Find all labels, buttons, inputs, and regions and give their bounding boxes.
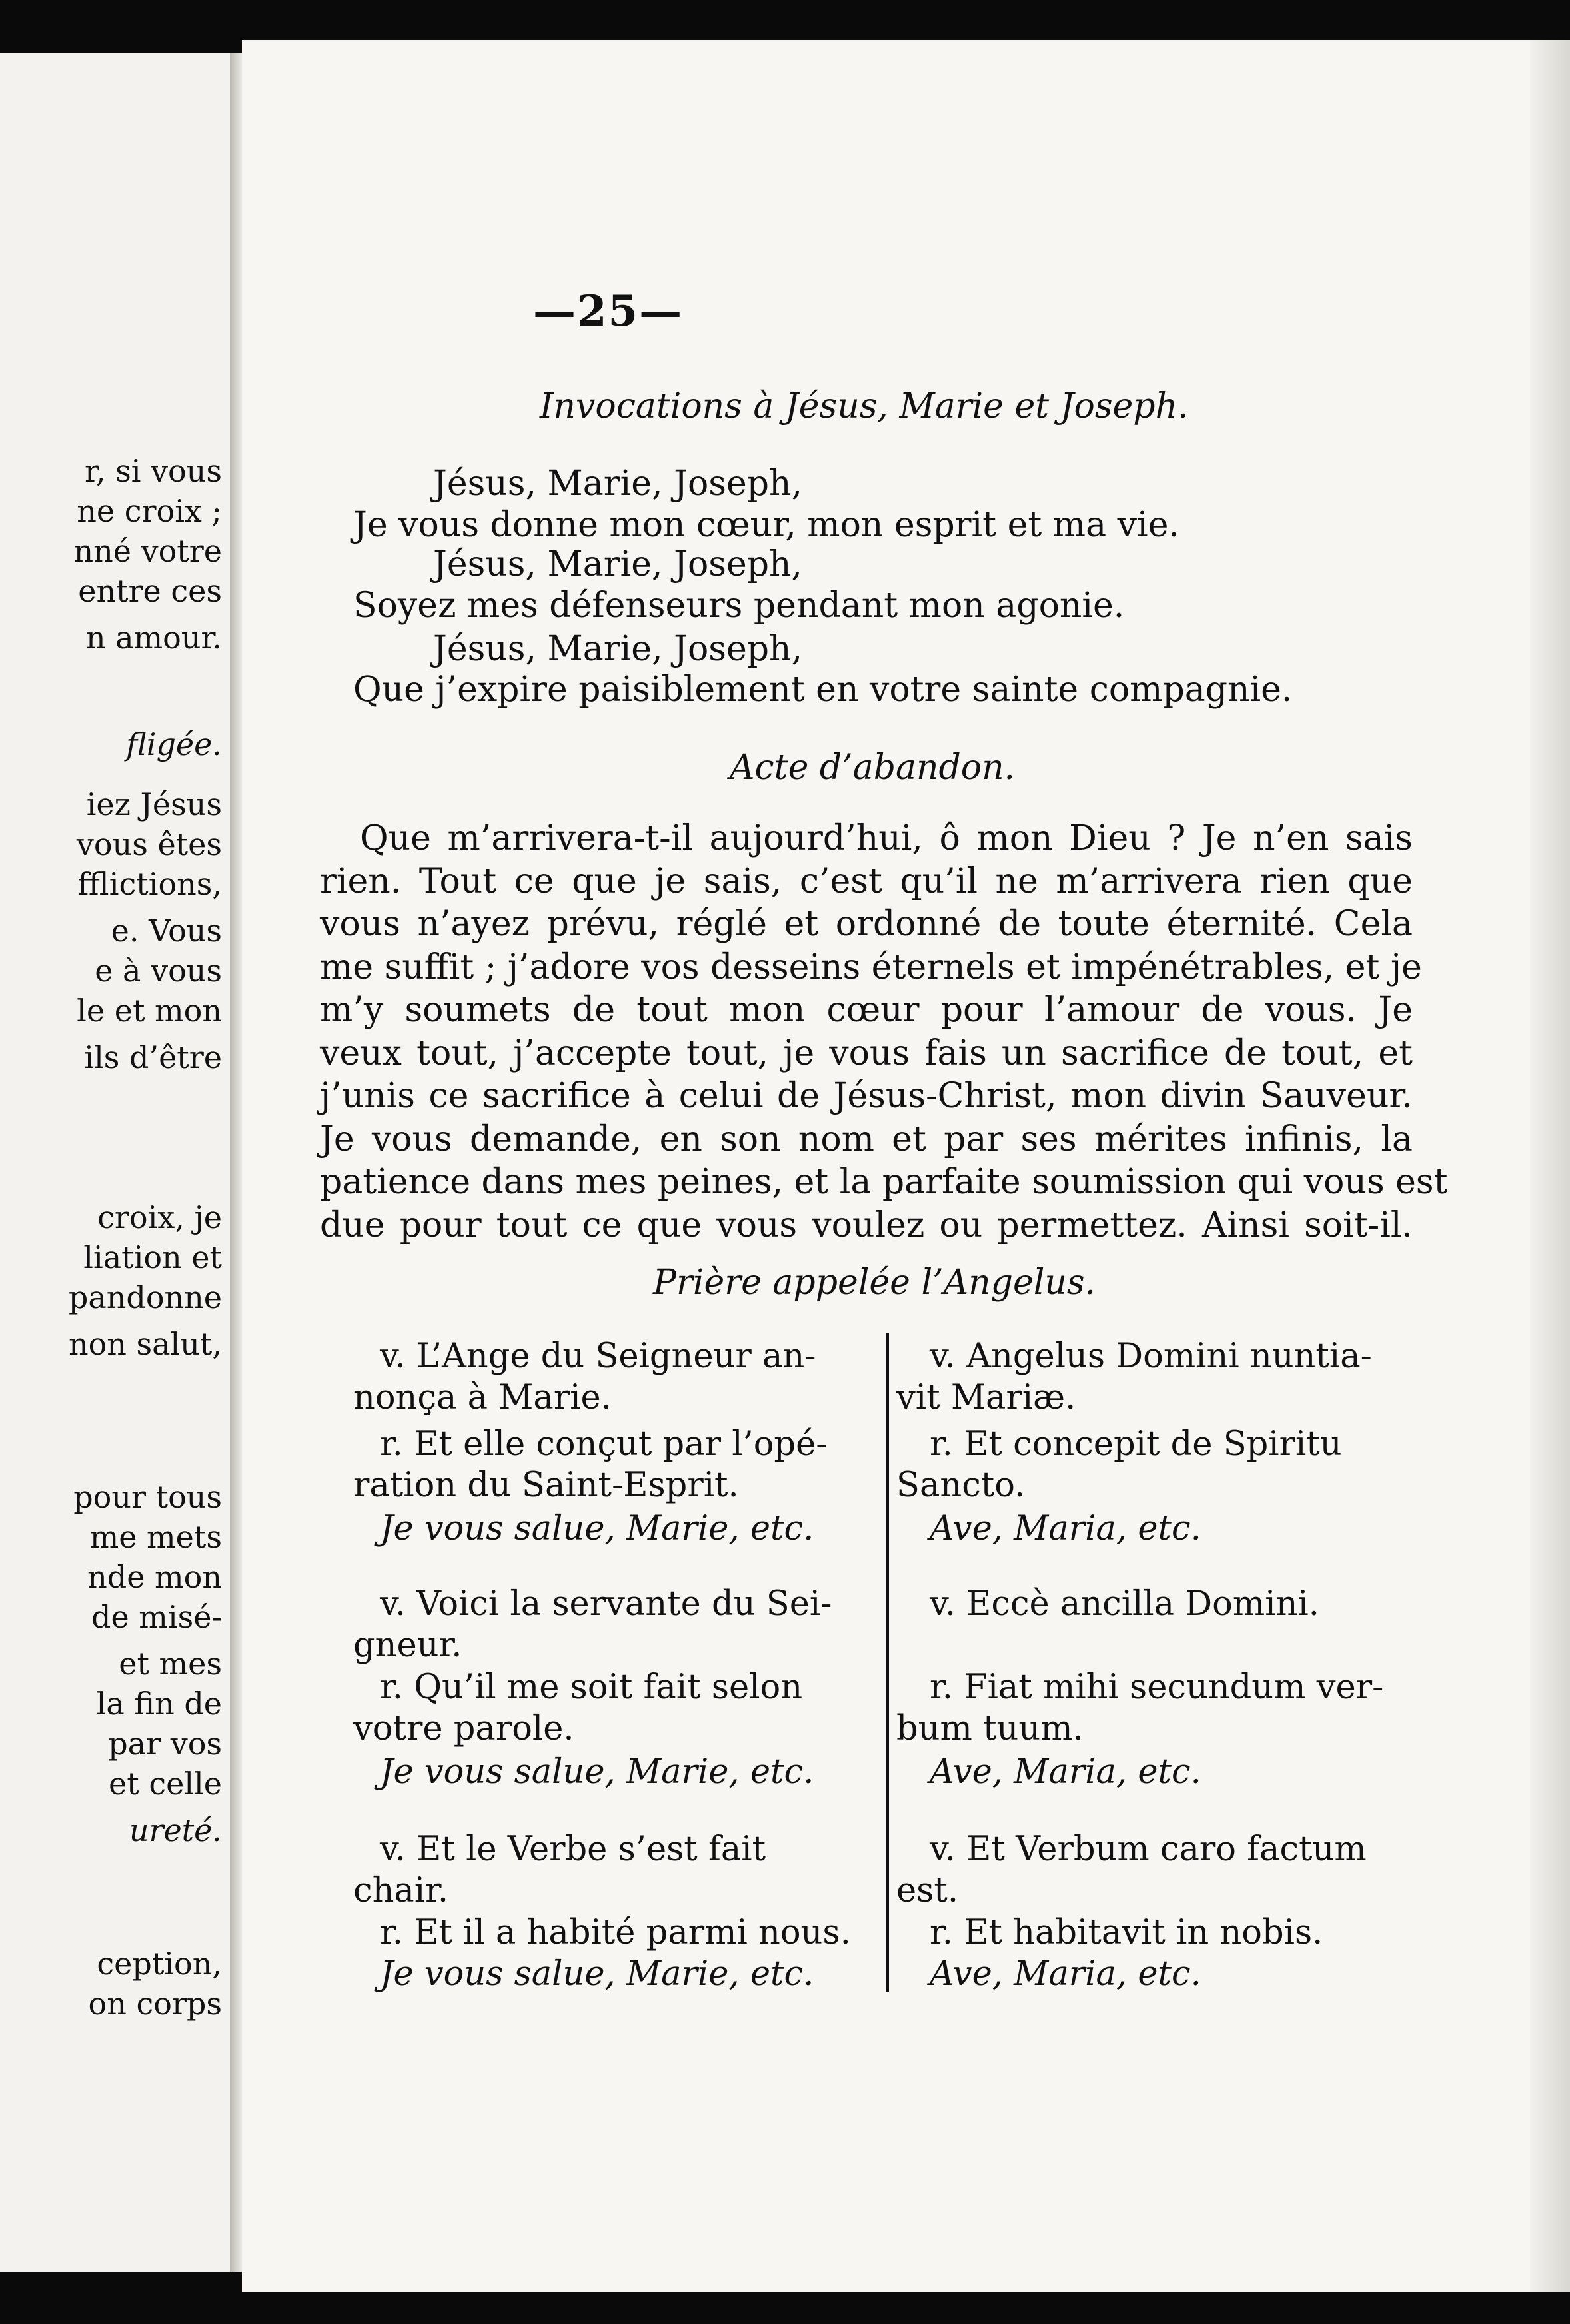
angelus-french-line: gneur. xyxy=(353,1626,462,1665)
left-page-line: vous êtes xyxy=(76,826,222,862)
angelus-french-line: v. Et le Verbe s’est fait xyxy=(380,1830,766,1869)
page-edge-shadow xyxy=(1530,40,1570,2292)
angelus-french-line: Je vous salue, Marie, etc. xyxy=(380,1509,814,1548)
left-page-line: la fin de xyxy=(96,1686,222,1722)
angelus-french-line: votre parole. xyxy=(353,1709,574,1748)
paragraph-line: veux tout, j’accepte tout, je vous fais un sacrifice de tout, et xyxy=(320,1033,1413,1073)
left-page-line: liation et xyxy=(83,1239,222,1275)
left-page-line: pandonne xyxy=(68,1279,222,1315)
angelus-french-line: chair. xyxy=(353,1871,449,1910)
left-page-line: le et mon xyxy=(77,993,222,1029)
angelus-french-line: v. Voici la servante du Sei- xyxy=(380,1584,832,1624)
left-page-line: r, si vous xyxy=(84,453,222,489)
angelus-latin-line: Ave, Maria, etc. xyxy=(930,1509,1201,1548)
invocations-title: Invocations à Jésus, Marie et Joseph. xyxy=(540,386,1189,426)
book-gutter xyxy=(230,53,242,2272)
angelus-latin-line: Sancto. xyxy=(896,1466,1026,1505)
angelus-french-line: nonça à Marie. xyxy=(353,1378,612,1417)
left-page-line: e à vous xyxy=(95,953,222,989)
poem-line: Que j’expire paisiblement en votre sainte compagnie. xyxy=(353,670,1293,710)
angelus-latin-line: bum tuum. xyxy=(896,1709,1084,1748)
angelus-french-line: Je vous salue, Marie, etc. xyxy=(380,1752,814,1792)
left-page-line: et celle xyxy=(109,1766,222,1802)
left-page-line: ception, xyxy=(97,1946,222,1982)
poem-line: Je vous donne mon cœur, mon esprit et ma vie. xyxy=(353,505,1179,545)
paragraph-line: Que m’arrivera-t-il aujourd’hui, ô mon Dieu ? Je n’en sais xyxy=(360,818,1413,858)
angelus-latin-line: vit Mariæ. xyxy=(896,1378,1076,1417)
left-page-line: ureté. xyxy=(129,1812,222,1848)
angelus-latin-line: v. Et Verbum caro factum xyxy=(930,1830,1367,1869)
left-page-line: pour tous xyxy=(73,1479,222,1515)
left-page-line: fflictions, xyxy=(77,866,222,902)
left-page-line: e. Vous xyxy=(111,913,222,949)
angelus-latin-line: Ave, Maria, etc. xyxy=(930,1752,1201,1792)
angelus-french-line: r. Qu’il me soit fait selon xyxy=(380,1668,803,1707)
angelus-latin-line: v. Eccè ancilla Domini. xyxy=(930,1584,1319,1624)
angelus-french-line: Je vous salue, Marie, etc. xyxy=(380,1954,814,1994)
angelus-latin-line: v. Angelus Domini nuntia- xyxy=(930,1337,1372,1376)
left-page-line: iez Jésus xyxy=(86,786,222,822)
left-facing-page xyxy=(0,53,230,2272)
left-page-line: fligée. xyxy=(126,726,222,762)
paragraph-line: due pour tout ce que vous voulez ou permettez. Ainsi soit-il. xyxy=(320,1205,1413,1245)
left-page-line: par vos xyxy=(108,1726,222,1762)
left-page-line: nné votre xyxy=(73,533,222,569)
paragraph-line: Je vous demande, en son nom et par ses mérites infinis, la xyxy=(320,1119,1413,1159)
paragraph-line: patience dans mes peines, et la parfaite soumission qui vous est xyxy=(320,1162,1448,1202)
angelus-title: Prière appelée l’Angelus. xyxy=(653,1263,1096,1303)
left-page-line: ne croix ; xyxy=(77,493,222,529)
paragraph-line: vous n’ayez prévu, réglé et ordonné de toute éternité. Cela xyxy=(320,904,1413,944)
angelus-latin-line: r. Fiat mihi secundum ver- xyxy=(930,1668,1384,1707)
angelus-latin-line: r. Et concepit de Spiritu xyxy=(930,1425,1342,1464)
angelus-french-line: r. Et il a habité parmi nous. xyxy=(380,1913,851,1952)
column-divider xyxy=(886,1333,889,1992)
angelus-latin-line: est. xyxy=(896,1871,959,1910)
paragraph-line: j’unis ce sacrifice à celui de Jésus-Christ, mon divin Sauveur. xyxy=(320,1076,1413,1116)
angelus-french-line: ration du Saint-Esprit. xyxy=(353,1466,739,1505)
poem-line: Soyez mes défenseurs pendant mon agonie. xyxy=(353,586,1125,626)
angelus-latin-line: r. Et habitavit in nobis. xyxy=(930,1913,1323,1952)
angelus-french-line: r. Et elle conçut par l’opé- xyxy=(380,1425,828,1464)
left-page-line: de misé- xyxy=(91,1599,222,1635)
angelus-french-line: v. L’Ange du Seigneur an- xyxy=(380,1337,816,1376)
paragraph-line: me suffit ; j’adore vos desseins éternels et impénétrables, et je xyxy=(320,947,1422,987)
poem-line: Jésus, Marie, Joseph, xyxy=(433,544,803,584)
left-page-line: nde mon xyxy=(87,1559,222,1595)
left-page-line: croix, je xyxy=(97,1199,222,1235)
left-page-line: on corps xyxy=(88,1986,222,2022)
left-page-line: ils d’être xyxy=(84,1039,222,1075)
paragraph-line: m’y soumets de tout mon cœur pour l’amour de vous. Je xyxy=(320,990,1413,1030)
left-page-line: n amour. xyxy=(85,620,222,656)
poem-line: Jésus, Marie, Joseph, xyxy=(433,464,803,504)
left-page-line: et mes xyxy=(119,1646,222,1682)
angelus-latin-line: Ave, Maria, etc. xyxy=(930,1954,1201,1994)
paragraph-line: rien. Tout ce que je sais, c’est qu’il ne m’arrivera rien que xyxy=(320,862,1413,901)
acte-title: Acte d’abandon. xyxy=(730,748,1016,788)
poem-line: Jésus, Marie, Joseph, xyxy=(433,629,803,669)
left-page-line: me mets xyxy=(89,1519,222,1555)
left-page-line: non salut, xyxy=(68,1326,222,1362)
page-number: —25— xyxy=(533,287,684,336)
left-page-line: entre ces xyxy=(78,573,222,609)
